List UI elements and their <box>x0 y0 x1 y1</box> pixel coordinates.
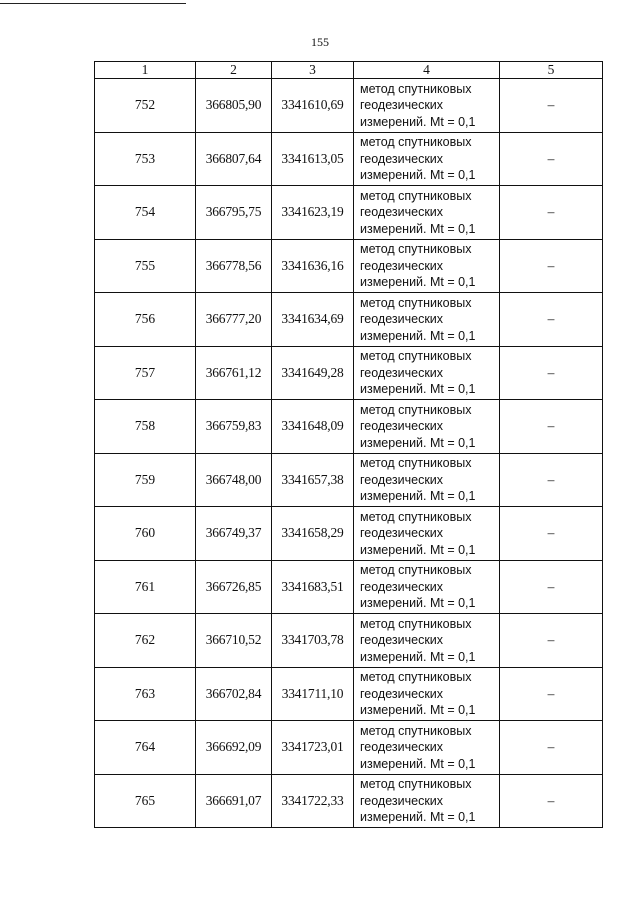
method-cell <box>354 79 500 133</box>
column5-cell: – <box>500 400 603 454</box>
method-cell <box>354 132 500 186</box>
column5-cell: – <box>500 667 603 721</box>
method-line: измерений. Mt = 0,1 <box>360 435 476 450</box>
table-row <box>95 614 603 668</box>
method-line: измерений. Mt = 0,1 <box>360 328 476 343</box>
point-number-cell: 759 <box>95 453 196 507</box>
table-row <box>95 346 603 400</box>
method-line: измерений. Mt = 0,1 <box>360 221 476 236</box>
header-cell: 3 <box>272 62 354 79</box>
method-line: измерений. Mt = 0,1 <box>360 810 476 824</box>
x-coordinate-cell: 366748,00 <box>196 453 272 507</box>
method-cell <box>354 560 500 614</box>
y-coordinate-cell: 3341703,78 <box>272 614 354 668</box>
point-number-cell: 765 <box>95 774 196 828</box>
method-line: измерений. Mt = 0,1 <box>360 168 476 182</box>
method-line: геодезических <box>360 793 444 808</box>
y-coordinate-cell: 3341613,05 <box>272 132 354 186</box>
method-line: метод спутниковых <box>360 670 472 684</box>
method-line: геодезических <box>360 419 444 433</box>
table-row <box>95 667 603 721</box>
header-cell: 4 <box>354 62 500 79</box>
method-line: геодезических <box>360 686 444 701</box>
method-cell <box>354 453 500 507</box>
x-coordinate-cell: 366692,09 <box>196 721 272 775</box>
method-line: геодезических <box>360 258 444 273</box>
point-number-cell: 753 <box>95 132 196 186</box>
method-line: геодезических <box>360 579 444 594</box>
table-row <box>95 400 603 454</box>
method-line: геодезических <box>360 365 444 380</box>
column5-cell: – <box>500 239 603 293</box>
table-row <box>95 79 603 133</box>
x-coordinate-cell: 366749,37 <box>196 507 272 561</box>
point-number-cell: 756 <box>95 293 196 347</box>
x-coordinate-cell: 366807,64 <box>196 132 272 186</box>
column5-cell: – <box>500 79 603 133</box>
column5-cell: – <box>500 132 603 186</box>
method-cell <box>354 774 500 828</box>
table-row <box>95 132 603 186</box>
x-coordinate-cell: 366726,85 <box>196 560 272 614</box>
method-line: геодезических <box>360 472 444 487</box>
method-cell <box>354 239 500 293</box>
table-row <box>95 186 603 240</box>
column5-cell: – <box>500 453 603 507</box>
x-coordinate-cell: 366805,90 <box>196 79 272 133</box>
method-line: метод спутниковых <box>360 402 472 417</box>
method-line: геодезических <box>360 98 444 112</box>
method-line: геодезических <box>360 526 444 540</box>
x-coordinate-cell: 366759,83 <box>196 400 272 454</box>
column5-cell: – <box>500 293 603 347</box>
method-cell <box>354 400 500 454</box>
method-line: метод спутниковых <box>360 135 472 149</box>
x-coordinate-cell: 366777,20 <box>196 293 272 347</box>
y-coordinate-cell: 3341711,10 <box>272 667 354 721</box>
y-coordinate-cell: 3341657,38 <box>272 453 354 507</box>
method-cell <box>354 507 500 561</box>
coordinates-table <box>94 61 603 828</box>
page-number: 155 <box>311 35 329 49</box>
point-number-cell: 762 <box>95 614 196 668</box>
column5-cell: – <box>500 721 603 775</box>
point-number-cell: 757 <box>95 346 196 400</box>
method-line: измерений. Mt = 0,1 <box>360 114 476 129</box>
y-coordinate-cell: 3341683,51 <box>272 560 354 614</box>
method-cell <box>354 614 500 668</box>
x-coordinate-cell: 366761,12 <box>196 346 272 400</box>
point-number-cell: 752 <box>95 79 196 133</box>
point-number-cell: 755 <box>95 239 196 293</box>
x-coordinate-cell: 366778,56 <box>196 239 272 293</box>
table-row <box>95 774 603 828</box>
header-cell: 2 <box>196 62 272 79</box>
y-coordinate-cell: 3341636,16 <box>272 239 354 293</box>
method-line: геодезических <box>360 633 444 647</box>
method-line: измерений. Mt = 0,1 <box>360 542 476 557</box>
method-line: измерений. Mt = 0,1 <box>360 649 476 664</box>
method-cell <box>354 346 500 400</box>
table-row <box>95 293 603 347</box>
column5-cell: – <box>500 614 603 668</box>
table-row <box>95 453 603 507</box>
header-cell: 5 <box>500 62 603 79</box>
method-line: геодезических <box>360 151 444 166</box>
method-line: метод спутниковых <box>360 349 472 363</box>
point-number-cell: 764 <box>95 721 196 775</box>
column5-cell: – <box>500 774 603 828</box>
table-row <box>95 721 603 775</box>
column5-cell: – <box>500 186 603 240</box>
header-rule <box>0 3 186 4</box>
point-number-cell: 761 <box>95 560 196 614</box>
y-coordinate-cell: 3341623,19 <box>272 186 354 240</box>
method-line: метод спутниковых <box>360 616 472 631</box>
method-line: метод спутниковых <box>360 456 472 470</box>
method-line: метод спутниковых <box>360 188 472 203</box>
x-coordinate-cell: 366710,52 <box>196 614 272 668</box>
method-cell <box>354 186 500 240</box>
method-line: метод спутниковых <box>360 723 472 738</box>
y-coordinate-cell: 3341722,33 <box>272 774 354 828</box>
header-cell: 1 <box>95 62 196 79</box>
y-coordinate-cell: 3341658,29 <box>272 507 354 561</box>
table-row <box>95 239 603 293</box>
method-line: метод спутниковых <box>360 509 472 524</box>
point-number-cell: 758 <box>95 400 196 454</box>
method-line: измерений. Mt = 0,1 <box>360 703 476 717</box>
y-coordinate-cell: 3341723,01 <box>272 721 354 775</box>
method-line: измерений. Mt = 0,1 <box>360 596 476 610</box>
point-number-cell: 763 <box>95 667 196 721</box>
x-coordinate-cell: 366691,07 <box>196 774 272 828</box>
method-line: метод спутниковых <box>360 295 472 310</box>
table-row <box>95 507 603 561</box>
method-line: измерений. Mt = 0,1 <box>360 382 476 396</box>
y-coordinate-cell: 3341610,69 <box>272 79 354 133</box>
method-line: измерений. Mt = 0,1 <box>360 489 476 503</box>
method-line: метод спутниковых <box>360 242 472 256</box>
method-line: измерений. Mt = 0,1 <box>360 756 476 771</box>
method-line: метод спутниковых <box>360 777 472 791</box>
method-line: измерений. Mt = 0,1 <box>360 275 476 289</box>
method-line: геодезических <box>360 740 444 754</box>
method-line: геодезических <box>360 205 444 219</box>
column5-cell: – <box>500 507 603 561</box>
method-line: метод спутниковых <box>360 563 472 577</box>
column5-cell: – <box>500 346 603 400</box>
method-cell <box>354 667 500 721</box>
point-number-cell: 760 <box>95 507 196 561</box>
method-line: метод спутниковых <box>360 81 472 96</box>
x-coordinate-cell: 366702,84 <box>196 667 272 721</box>
method-line: геодезических <box>360 312 444 326</box>
column5-cell: – <box>500 560 603 614</box>
y-coordinate-cell: 3341649,28 <box>272 346 354 400</box>
y-coordinate-cell: 3341648,09 <box>272 400 354 454</box>
method-cell <box>354 721 500 775</box>
table-header-row <box>95 62 603 79</box>
table-row <box>95 560 603 614</box>
y-coordinate-cell: 3341634,69 <box>272 293 354 347</box>
x-coordinate-cell: 366795,75 <box>196 186 272 240</box>
point-number-cell: 754 <box>95 186 196 240</box>
method-cell <box>354 293 500 347</box>
